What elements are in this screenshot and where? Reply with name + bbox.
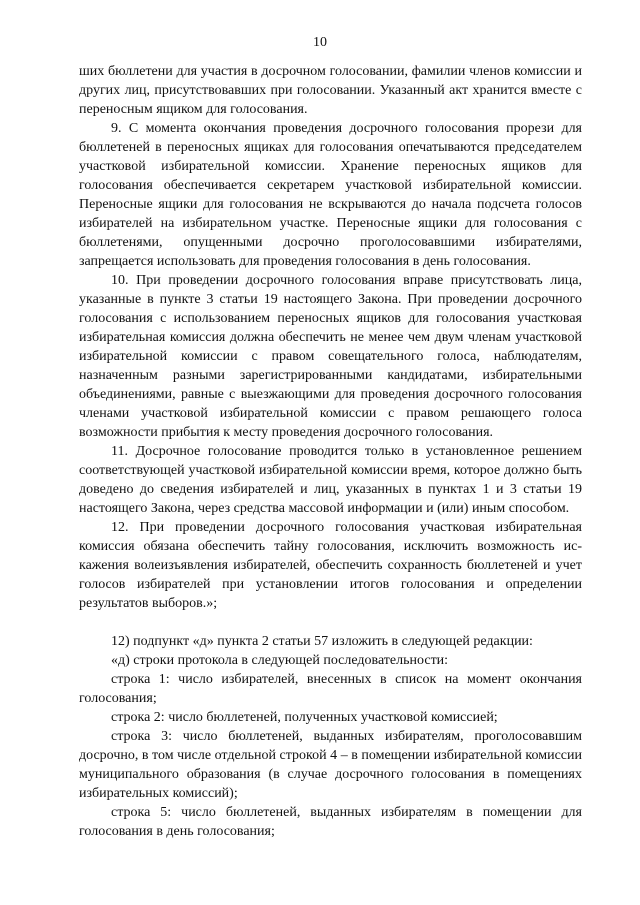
paragraph-item-11: 11. Досрочное голосование проводится только в установленное решением соответствующей участковой избирательной комиссии время, которое должно быть доведено до сведения избирателей и лиц, указанных в пунктах 1 и 3 статьи 19 настоящего Закона, через средства массовой информации и (или) иным способом. [79,444,582,516]
paragraph-line-3: строка 3: число бюллетеней, выданных избирателям, проголосовавшим досрочно, в том числе отдельной строкой 4 – в помещении избирательной комиссии муниципального образования (в случае досрочного голосования в помещениях избирательных комиссий); [79,729,582,801]
paragraph-item-9: 9. С момента окончания проведения досрочного голосования прорези для бюллетеней в переносных ящиках для голосования опечатываются председателем участковой избирательной комиссии. Хранение переносных ящиков для голосования обеспечивается секретарем участковой избирательной комиссии. Переносные ящики для голосования не вскрываются до начала подсчета голосов избирателей на избирательном участке. Переносные ящики для голосования с бюллетенями, опущенными досрочно проголосовавшими избирателями, запрещается использовать для проведения голосования в день голосования. [79,121,582,269]
paragraph-amendment-12: 12) подпункт «д» пункта 2 статьи 57 изложить в следующей редакции: [111,634,533,649]
paragraph-line-1: строка 1: число избирателей, внесенных в список на момент окончания голосования; [79,672,582,706]
paragraph-continuation: ших бюллетени для участия в досрочном голосовании, фамилии членов комиссии и других лиц, присутствовавших при голосовании. Указанный акт хранится вместе с переносным ящиком для голосования. [79,64,582,117]
paragraph-item-12: 12. При проведении досрочного голосования участковая избирательная комиссия обязана обеспечить тайну голосования, исключить возможность искажения волеизъявления избирателей, обеспечить сохранность бюллетеней и учет голосов избирателей при установлении итогов голосования и определении результатов выборов.»; [79,520,582,611]
paragraph-line-2: строка 2: число бюллетеней, полученных участковой комиссией; [111,710,498,725]
paragraph-subitem-d: «д) строки протокола в следующей последовательности: [111,653,449,668]
paragraph-item-10: 10. При проведении досрочного голосования вправе присутствовать лица, указанные в пункте 3 статьи 19 настоящего Закона. При проведении досрочного голосования с использованием переносных ящиков для голосования участковая избирательная комиссия должна обеспечить не менее чем двум членам участковой избирательной комиссии с правом совещательного голоса, наблюдателям, назначенным разными зарегистрированными кандидатами, избирательными объединениями, равные с выезжающими для проведения досрочного голосования членами участковой избирательной комиссии с правом решающего голоса возможности прибытия к месту проведения досрочного голосования. [79,273,582,440]
document-body [79,62,582,841]
page-number: 10 [313,35,327,50]
paragraph-line-5: строка 5: число бюллетеней, выданных избирателям в помещении для голосования в день голосования; [79,805,582,839]
